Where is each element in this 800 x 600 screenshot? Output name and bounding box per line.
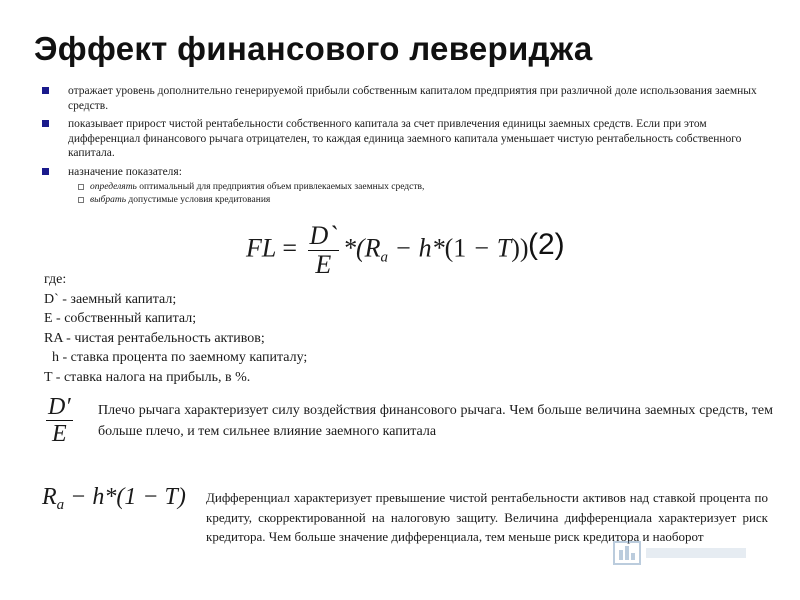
- formula-denominator: E: [315, 250, 332, 279]
- hollow-square-bullet-icon: [78, 197, 84, 203]
- leverage-ratio-formula: [42, 394, 77, 447]
- differential-r: R: [42, 484, 57, 510]
- bullet-text: назначение показателя:: [68, 165, 182, 178]
- bullet-item: [42, 165, 772, 208]
- definition-line: D` - заемный капитал;: [44, 291, 177, 307]
- variable-definitions: [44, 270, 307, 387]
- formula-lhs: FL: [246, 233, 276, 263]
- sub-bullet-item: [68, 194, 772, 207]
- differential-description: Дифференциал характеризует превышение чистой рентабельности активов над ставкой процента по кредиту, скорректированной на налоговую защиту. Величина дифференциала характеризует риск кредитора. Чем больше значение дифференциала, тем меньше риск кредитора и наоборот: [206, 490, 768, 544]
- definition-line: h - ставка процента по заемному капиталу;: [52, 350, 308, 365]
- formula-subscript: a: [380, 249, 389, 266]
- hollow-square-bullet-icon: [78, 184, 84, 190]
- differential-rest: − h*(1 − T): [64, 484, 186, 510]
- differential-subscript: a: [56, 497, 65, 513]
- formula-part: − h*: [388, 233, 445, 263]
- formula-part: *(R: [342, 233, 381, 263]
- sub-list: [68, 181, 772, 207]
- formula-part: − T: [466, 233, 512, 263]
- sub-bullet-verb: определять: [90, 182, 137, 192]
- formula-fraction: [308, 222, 339, 279]
- equation-number: (2): [528, 228, 565, 261]
- sub-bullet-verb: выбрать: [90, 195, 127, 205]
- sub-bullet-item: [68, 181, 772, 194]
- leverage-description: Плечо рычага характеризует силу воздействия финансового рычага. Чем больше величина заемных средств, тем больше плечо, и тем сильнее влияние заемного капитала: [98, 403, 773, 439]
- bullet-item: [42, 117, 772, 161]
- definition-list: [42, 84, 772, 211]
- square-bullet-icon: [42, 120, 49, 127]
- bullet-text: отражает уровень дополнительно генерируемой прибыли собственным капиталом предприятия при различной доле использования заемных средств.: [68, 85, 757, 112]
- formula-equals: =: [282, 233, 298, 263]
- sub-bullet-text: оптимальный для предприятия объем привлекаемых заемных средств,: [136, 182, 425, 192]
- watermark-logo-icon: [612, 536, 752, 572]
- bullet-text: показывает прирост чистой рентабельности собственного капитала за счет привлечения единицы заемных средств. Если при этом дифференциал финансового рычага отрицателен, то каждая единица заемного капитала уменьшает чистую рентабельность собственного капитала.: [68, 118, 742, 159]
- sub-bullet-text: допустимые условия кредитования: [126, 195, 271, 205]
- definition-line: E - собственный капитал;: [44, 311, 197, 326]
- formula-paren: (: [444, 233, 454, 263]
- square-bullet-icon: [42, 87, 49, 94]
- square-bullet-icon: [42, 168, 49, 175]
- definition-line: T - ставка налога на прибыль, в %.: [44, 369, 251, 385]
- ratio-denominator: E: [51, 421, 67, 447]
- differential-formula: [42, 484, 186, 514]
- ratio-fraction: [46, 394, 73, 447]
- definition-line: RA - чистая рентабельность активов;: [44, 330, 265, 346]
- bullet-item: [42, 84, 772, 113]
- definition-line: где:: [44, 272, 67, 287]
- formula-paren: )): [511, 233, 529, 263]
- page-title: Эффект финансового левериджа: [34, 30, 593, 67]
- ratio-numerator: D′: [48, 394, 71, 420]
- formula-numerator: D`: [309, 221, 337, 250]
- formula-one: 1: [453, 233, 467, 263]
